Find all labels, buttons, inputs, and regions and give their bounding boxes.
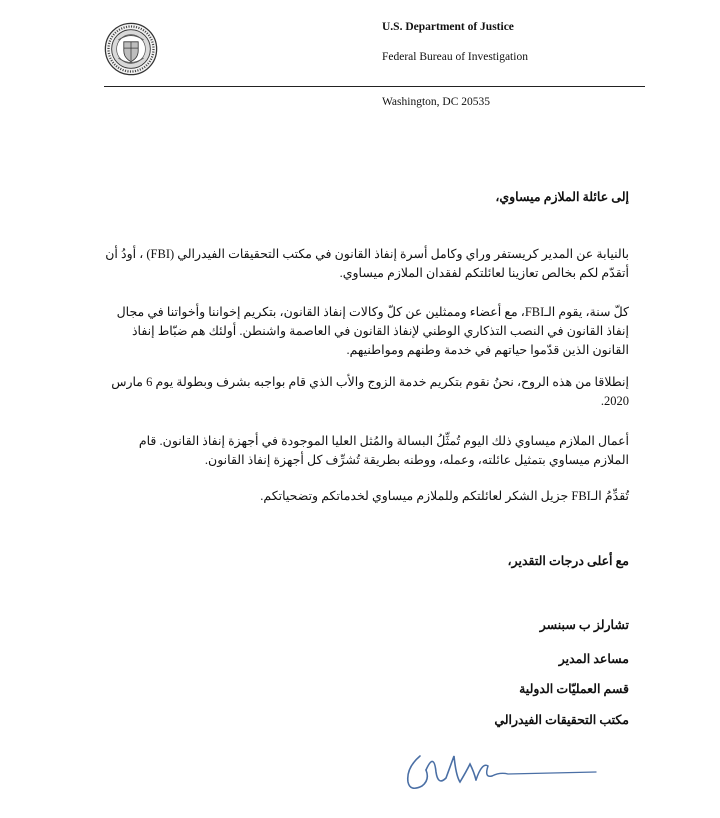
department-name: U.S. Department of Justice <box>382 21 514 33</box>
letterhead <box>382 22 528 63</box>
bureau-name: Federal Bureau of Investigation <box>382 50 528 63</box>
signatory-name: تشارلز ب سبنسر <box>539 618 629 632</box>
fbi-seal-logo <box>104 22 158 76</box>
salutation: إلى عائلة الملازم ميساوي، <box>495 190 629 204</box>
header-divider <box>104 86 645 87</box>
handwritten-signature <box>396 742 606 798</box>
letter-paragraph-4: أعمال الملازم ميساوي ذلك اليوم تُمثِّلُ البسالة والمُثل العليا الموجودة في أجهزة إنفاذ القانون. قام الملازم ميساوي بتمثيل عائلته، وعمله، ووطنه بطريقة تُشرِّف كل أجهزة إنفاذ القانون. <box>138 434 629 467</box>
letter-paragraph-3: إنطلاقا من هذه الروح، نحنُ نقوم بتكريم خدمة الزوج والأب الذي قام بواجبه بشرف وبطولة يوم 6 مارس 2020. <box>111 375 629 408</box>
signatory-office: مكتب التحقيقات الفيدرالي <box>494 713 629 727</box>
letter-paragraph-5: تُقدِّمُ الـFBI جزيل الشكر لعائلتكم وللملازم ميساوي لخدماتكم وتضحياتكم. <box>260 489 629 503</box>
signatory-division: قسم العمليّات الدولية <box>519 682 629 696</box>
office-location: Washington, DC 20535 <box>382 96 491 108</box>
letter-paragraph-2: كلّ سنة، يقوم الـFBI، مع أعضاء وممثلين عن كلّ وكالات إنفاذ القانون، بتكريم إخواننا وأخواتنا في مجال إنفاذ القانون في النصب التذكاري الوطني لإنفاذ القانون في العاصمة واشنطن. أولئك هم ضبّاط إنفاذ القانون الذين قدّموا حياتهم في خدمة وطنهم ومواطنيهم. <box>116 305 629 357</box>
letter-paragraph-1: بالنيابة عن المدير كريستفر وراي وكامل أسرة إنفاذ القانون في مكتب التحقيقات الفيدرالي (FBI) ، أودُ أن أتقدّم لكم بخالص تعازينا لعائلتكم لفقدان الملازم ميساوي. <box>105 247 629 280</box>
signatory-title: مساعد المدير <box>558 652 629 666</box>
closing-line: مع أعلى درجات التقدير، <box>507 554 629 568</box>
